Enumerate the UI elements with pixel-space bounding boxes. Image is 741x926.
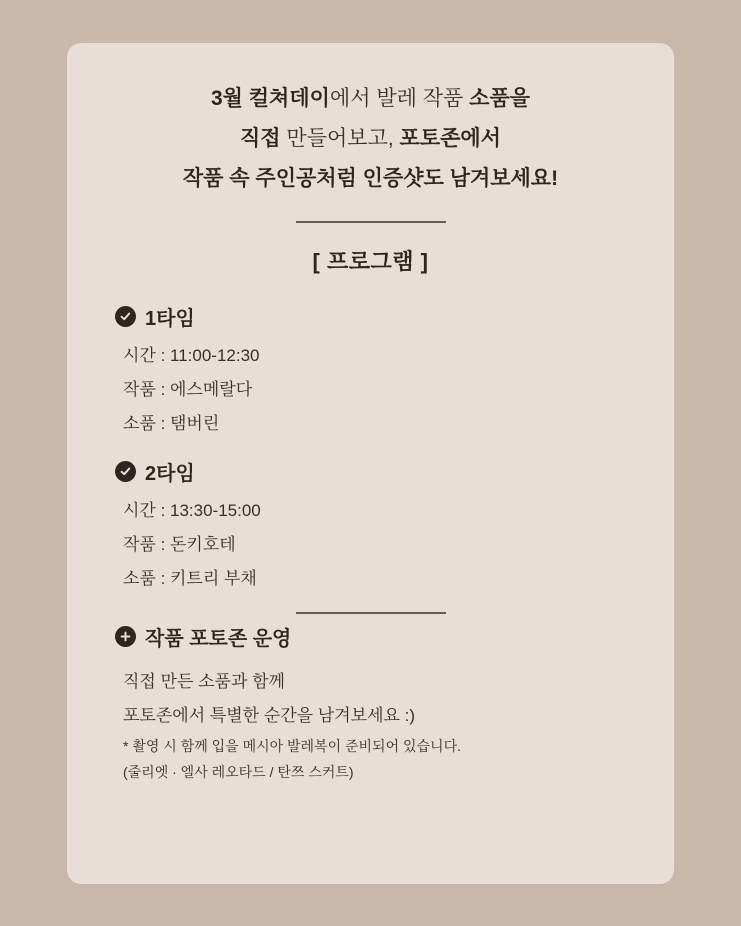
plus-circle-icon xyxy=(115,626,136,647)
headline-line-3-bold: 작품 속 주인공처럼 인증샷도 남겨보세요! xyxy=(182,167,559,190)
program-block-2-prop: 소품 : 키트리 부채 xyxy=(123,569,257,588)
headline-line-2-text: 만들어보고, xyxy=(280,127,400,150)
poster-card xyxy=(67,43,674,884)
photozone-note-2: (줄리엣 · 엘사 레오타드 / 탄쯔 스커트) xyxy=(123,764,354,780)
program-block-2-work: 작품 : 돈키호테 xyxy=(123,535,236,554)
headline-line-1-bold-b: 소품을 xyxy=(469,87,531,110)
section-title: [ 프로그램 ] xyxy=(312,249,429,274)
photozone-line-2: 포토존에서 특별한 순간을 남겨보세요 :) xyxy=(123,706,416,725)
program-block-1-head xyxy=(115,302,674,331)
program-block-1 xyxy=(115,302,674,441)
headline xyxy=(67,43,674,199)
program-block-2-head xyxy=(115,457,674,486)
headline-line-3 xyxy=(67,159,674,199)
photozone-title: 작품 포토존 운영 xyxy=(145,628,292,650)
headline-line-1-bold-a: 3월 컬쳐데이 xyxy=(210,87,330,110)
divider-bottom xyxy=(296,612,446,614)
program-block-1-label: 1타임 xyxy=(145,308,195,330)
check-circle-icon xyxy=(115,306,136,327)
program-section xyxy=(67,302,674,596)
check-circle-icon xyxy=(115,461,136,482)
headline-line-2-bold-a: 직접 xyxy=(240,127,281,150)
photozone-line-1: 직접 만든 소품과 함께 xyxy=(123,672,285,691)
photozone-section xyxy=(67,622,674,785)
program-block-2 xyxy=(115,457,674,596)
headline-line-2 xyxy=(67,119,674,159)
program-block-2-time: 시간 : 13:30-15:00 xyxy=(123,501,261,520)
program-block-1-time: 시간 : 11:00-12:30 xyxy=(123,346,260,365)
headline-line-1-text: 에서 발레 작품 xyxy=(329,87,470,110)
headline-line-2-bold-b: 포토존에서 xyxy=(399,127,501,150)
program-block-1-prop: 소품 : 탬버린 xyxy=(123,414,220,433)
program-block-2-label: 2타임 xyxy=(145,463,195,485)
program-block-1-work: 작품 : 에스메랄다 xyxy=(123,380,253,399)
photozone-head xyxy=(115,622,674,651)
headline-line-1 xyxy=(67,79,674,119)
photozone-note-1: * 촬영 시 함께 입을 메시아 발레복이 준비되어 있습니다. xyxy=(123,738,461,754)
divider-top xyxy=(296,221,446,223)
